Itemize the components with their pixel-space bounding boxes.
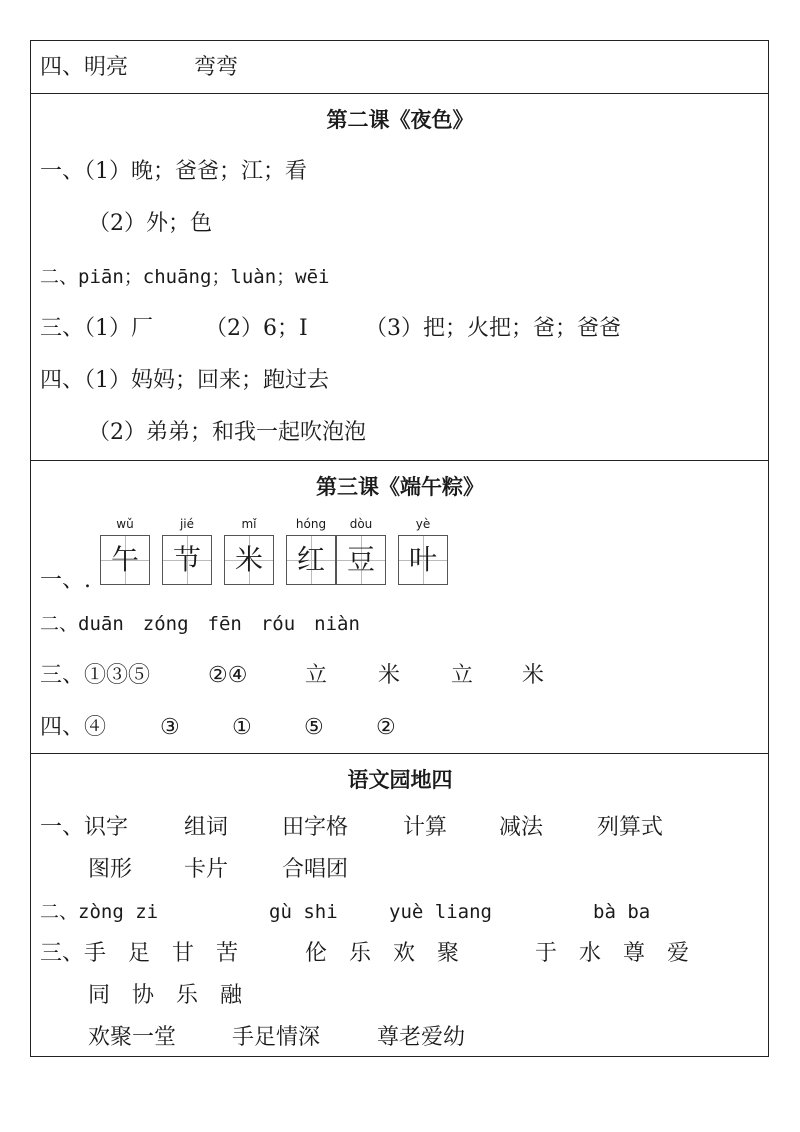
lesson3-title: 第三课《端午粽》 xyxy=(316,475,484,499)
garden-line1-item: 一、识字 xyxy=(40,815,129,840)
cell-char: 红 xyxy=(296,543,325,576)
lesson3-line2: 二、duān zóng fēn róu niàn xyxy=(40,613,360,635)
lesson3-prefix: 一、. xyxy=(40,568,91,593)
tianzige-cell xyxy=(100,535,150,585)
garden-line1-item: 计算 xyxy=(403,815,448,840)
garden-line3-item: yuè liang xyxy=(389,901,492,923)
garden-line1-item: 减法 xyxy=(499,815,544,840)
lesson3-line3-item: 米 xyxy=(378,663,401,688)
garden-line4-item: 三、手 足 甘 苦 xyxy=(40,941,239,966)
garden-line2-item: 图形 xyxy=(88,857,133,882)
pinyin-label: hóng xyxy=(295,517,327,531)
tianzige-cell xyxy=(162,535,212,585)
cell-char: 叶 xyxy=(408,543,437,576)
pinyin-label: yè xyxy=(415,517,431,531)
lesson2-line5: 四、（1）妈妈；回来；跑过去 xyxy=(40,368,329,393)
divider xyxy=(31,460,768,461)
garden-line1-item: 组词 xyxy=(184,815,229,840)
tianzige-cell xyxy=(286,535,336,585)
divider xyxy=(31,753,768,754)
lesson3-line3-item: 立 xyxy=(451,663,474,688)
garden-line6-item: 欢聚一堂 xyxy=(88,1025,177,1050)
garden-line1-item: 列算式 xyxy=(597,815,664,840)
lesson2-line4b: （2）6；I xyxy=(205,316,308,341)
lesson3-line4-item: ⑤ xyxy=(304,715,324,740)
pinyin-label: mǐ xyxy=(241,517,257,531)
garden-line6-item: 尊老爱幼 xyxy=(377,1025,466,1050)
lesson3-line3-item: 三、①③⑤ xyxy=(40,663,151,688)
cell-char: 豆 xyxy=(346,543,375,576)
lesson3-line4-item: ② xyxy=(376,715,396,740)
garden-line2-item: 卡片 xyxy=(184,857,229,882)
tianzige-cell xyxy=(336,535,386,585)
garden-line3-item: gù shi xyxy=(269,901,338,923)
top-answer-line: 四、明亮 弯弯 xyxy=(40,55,239,80)
lesson3-line3-item: ②④ xyxy=(208,663,248,688)
tianzige-cell xyxy=(224,535,274,585)
pinyin-label: wǔ xyxy=(116,517,134,531)
lesson3-line3-item: 米 xyxy=(522,663,545,688)
garden-line4-item: 伦 乐 欢 聚 xyxy=(305,941,460,966)
garden-line3-item: bà ba xyxy=(593,901,651,923)
garden-line4-item: 于 水 尊 爱 xyxy=(535,941,690,966)
lesson2-line4c: （3）把；火把；爸；爸爸 xyxy=(365,316,621,341)
lesson2-title: 第二课《夜色》 xyxy=(326,108,474,132)
lesson3-line4-item: 四、④ xyxy=(40,715,107,740)
lesson2-line3: 二、piān；chuāng；luàn；wēi xyxy=(40,266,330,288)
pinyin-label: dòu xyxy=(349,517,373,531)
lesson2-line2: （2）外；色 xyxy=(88,211,212,236)
lesson3-line4-item: ③ xyxy=(160,715,180,740)
tianzige-cell xyxy=(398,535,448,585)
divider xyxy=(31,93,768,94)
garden-title: 语文园地四 xyxy=(347,768,453,792)
cell-char: 节 xyxy=(172,543,201,576)
cell-char: 米 xyxy=(234,543,263,576)
garden-line5: 同 协 乐 融 xyxy=(88,983,243,1008)
lesson2-line6: （2）弟弟；和我一起吹泡泡 xyxy=(88,420,366,445)
lesson2-line1: 一、（1）晚；爸爸；江；看 xyxy=(40,159,307,184)
pinyin-label: jié xyxy=(179,517,195,531)
garden-line3-item: 二、zòng zi xyxy=(40,901,159,923)
garden-line1-item: 田字格 xyxy=(282,815,349,840)
lesson3-line4-item: ① xyxy=(232,715,252,740)
garden-line2-item: 合唱团 xyxy=(282,857,349,882)
garden-line6-item: 手足情深 xyxy=(232,1025,321,1050)
cell-char: 午 xyxy=(110,543,139,576)
lesson3-line3-item: 立 xyxy=(305,663,328,688)
lesson2-line4a: 三、（1）厂 xyxy=(40,316,153,341)
